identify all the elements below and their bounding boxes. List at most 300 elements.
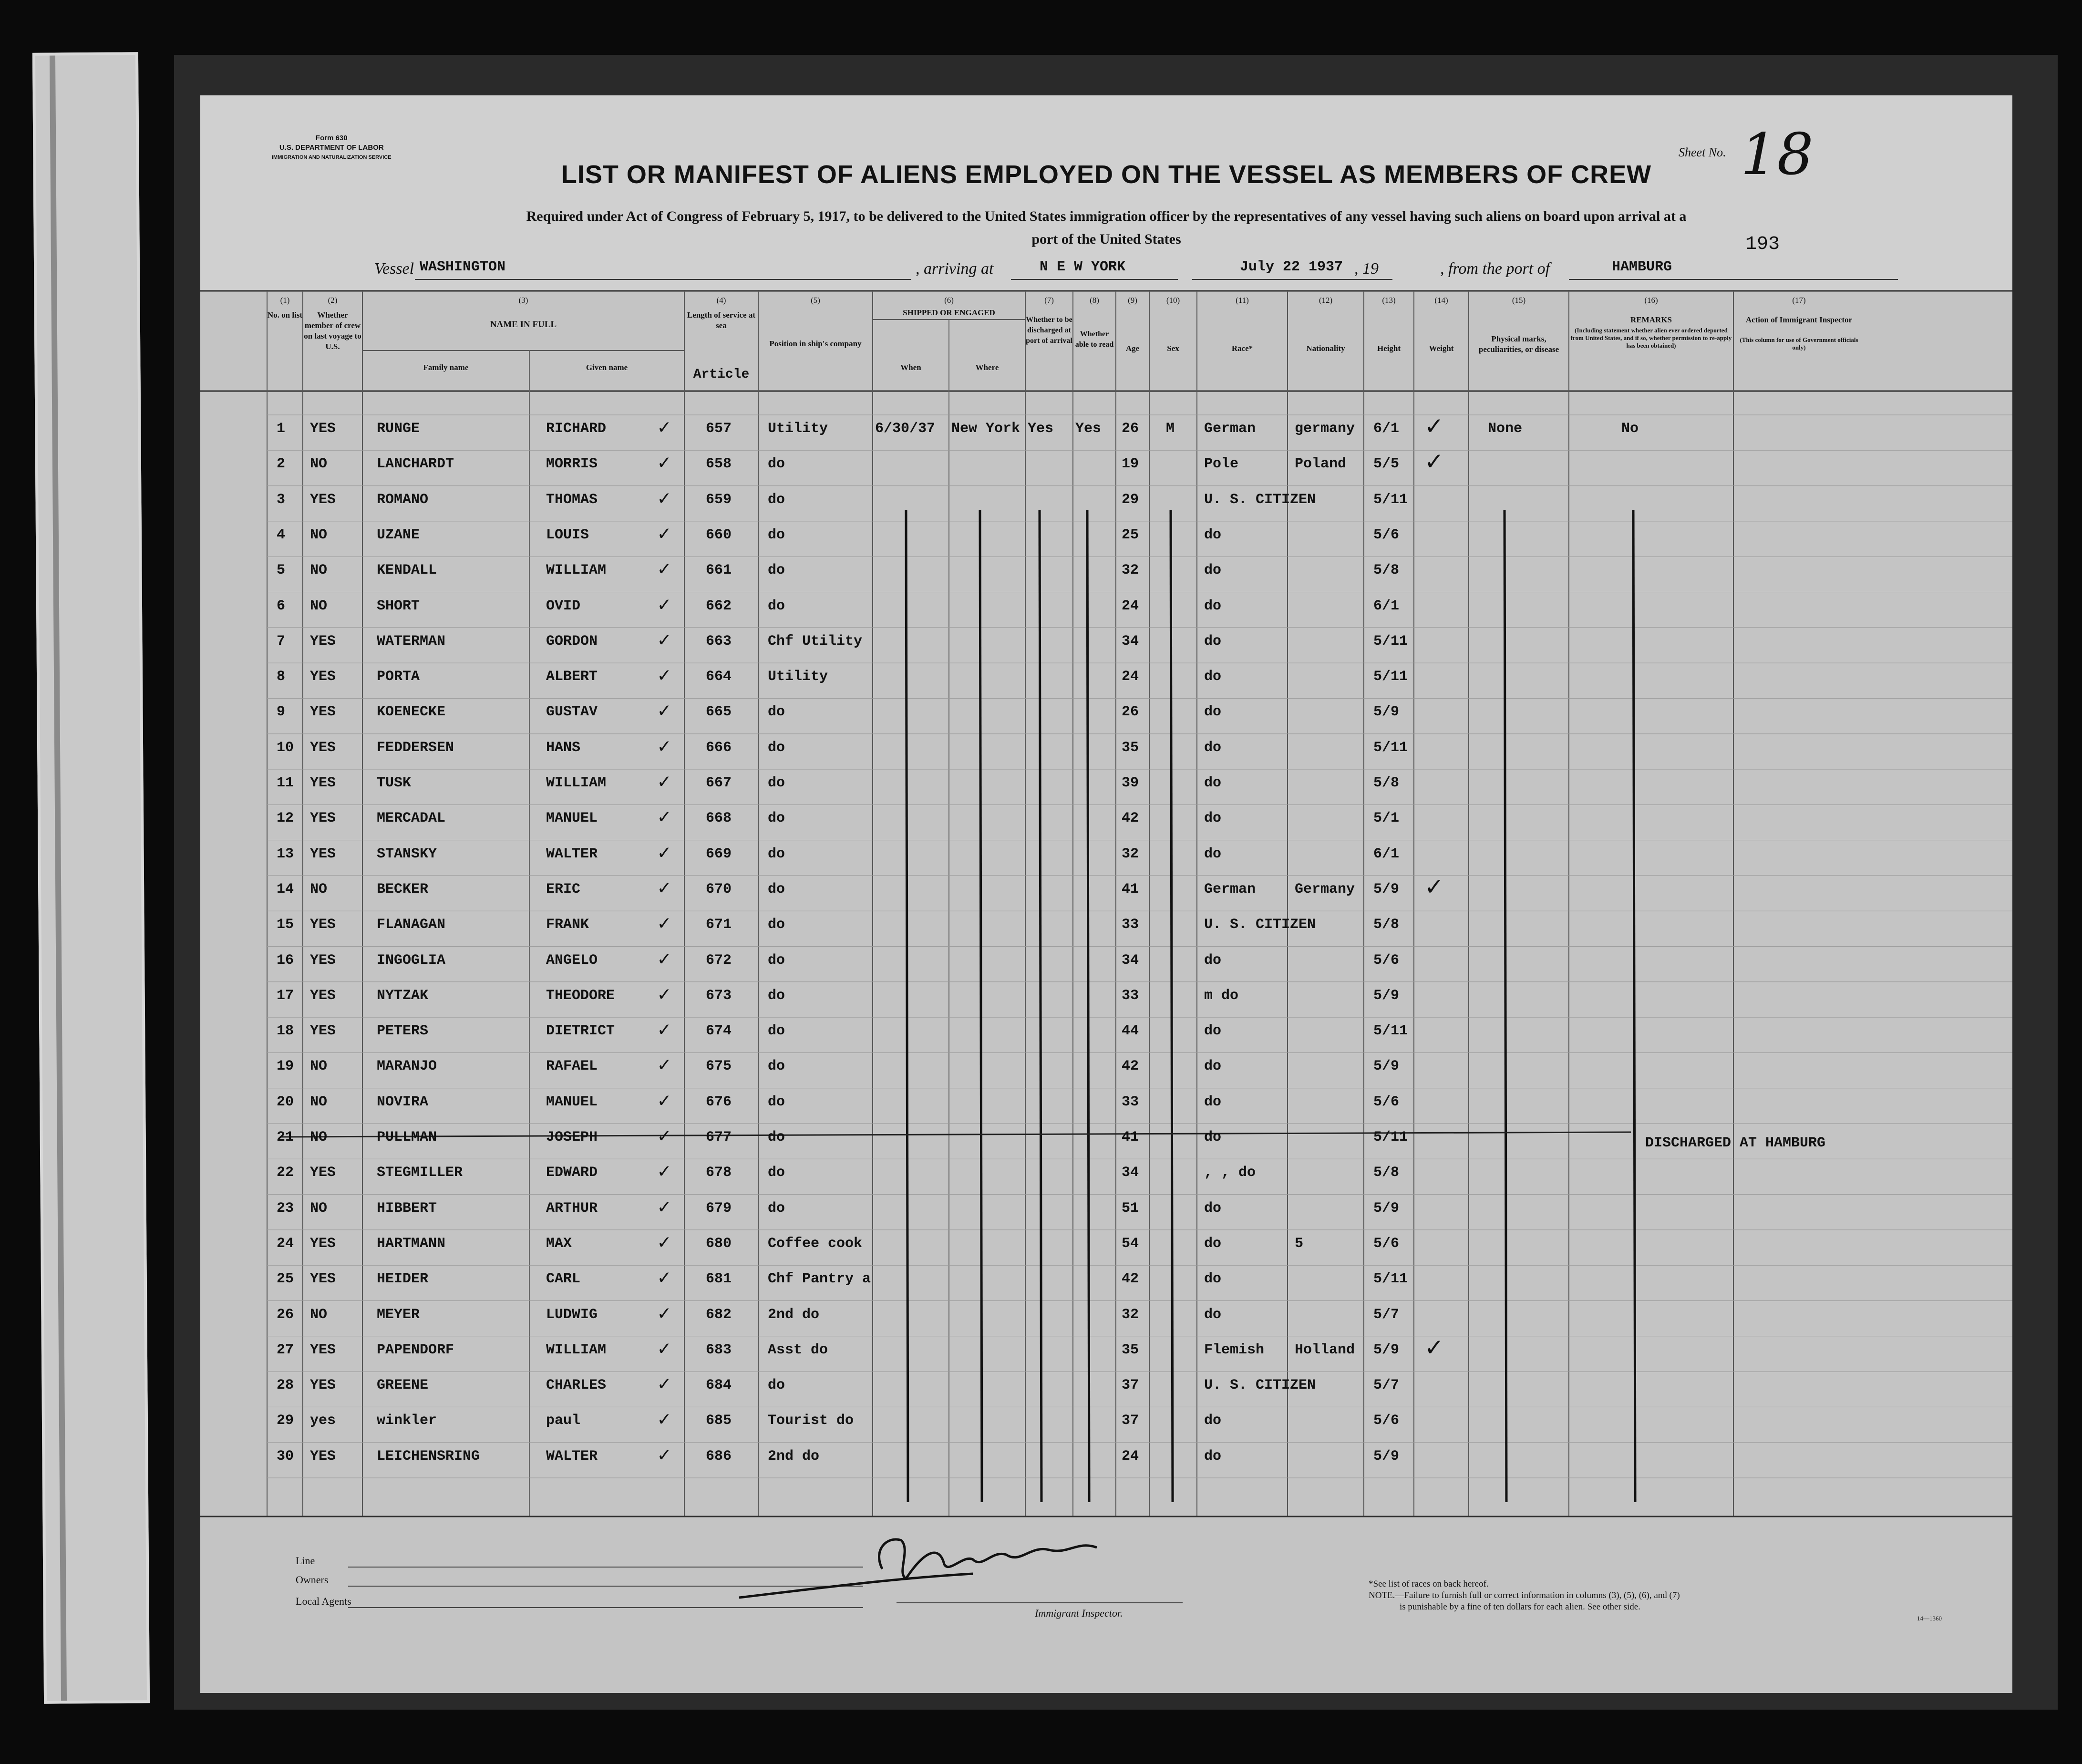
row-height: 5/11: [1373, 633, 1408, 650]
row-height: 5/6: [1373, 526, 1400, 543]
col-header-article: Article: [693, 367, 750, 382]
row-race: do: [1204, 1058, 1222, 1075]
owners-label: Owners: [296, 1574, 329, 1586]
row-article: 678: [706, 1165, 732, 1181]
row-previous-voyage: YES: [310, 987, 336, 1004]
row-position: 2nd do: [768, 1306, 820, 1323]
column-number: (17): [1792, 296, 1806, 305]
row-number: 7: [277, 633, 286, 650]
row-height: 6/1: [1373, 846, 1400, 862]
check-mark-icon: ✓: [658, 983, 670, 1007]
row-given-name: ERIC: [546, 881, 581, 897]
row-family-name: MEYER: [377, 1306, 420, 1323]
row-previous-voyage: NO: [310, 1306, 328, 1323]
row-age: 19: [1122, 456, 1139, 473]
subtitle-line-2: port of the United States: [1031, 231, 1181, 247]
row-previous-voyage: yes: [310, 1413, 336, 1429]
row-number: 8: [277, 669, 286, 685]
col-header-position: Position in ship's company: [769, 339, 862, 348]
row-given-name: DIETRICT: [546, 1023, 615, 1040]
row-position: do: [768, 1058, 785, 1075]
row-age: 41: [1122, 1129, 1139, 1145]
line-label: Line: [296, 1555, 315, 1567]
row-given-name: GUSTAV: [546, 704, 598, 721]
row-age: 51: [1122, 1200, 1139, 1217]
page-title: LIST OR MANIFEST OF ALIENS EMPLOYED ON THE VESSEL AS MEMBERS OF CREW: [561, 160, 1652, 189]
check-mark-icon: ✓: [658, 1161, 670, 1184]
vessel-label: Vessel: [374, 260, 414, 278]
col-header-sex: Sex: [1167, 344, 1179, 353]
row-article: 661: [706, 562, 732, 579]
row-position: do: [768, 526, 785, 543]
row-number: 26: [277, 1306, 294, 1323]
row-position: do: [768, 1093, 785, 1110]
row-number: 11: [277, 775, 294, 791]
row-race: do: [1204, 1235, 1222, 1252]
row-given-name: LUDWIG: [546, 1306, 598, 1323]
row-position: Coffee cook: [768, 1235, 863, 1252]
row-position: do: [768, 881, 785, 897]
col-header-physical: Physical marks, peculiarities, or disease: [1478, 334, 1559, 354]
row-family-name: SHORT: [377, 598, 420, 614]
row-age: 42: [1122, 1271, 1139, 1288]
row-family-name: PULLMAN: [377, 1129, 437, 1145]
row-sex: M: [1166, 421, 1175, 437]
col-header-action-note: (This column for use of Government officials only): [1740, 336, 1858, 351]
row-race: do: [1204, 598, 1222, 614]
row-previous-voyage: NO: [310, 1200, 328, 1217]
check-mark-icon: ✓: [658, 771, 670, 794]
row-position: Chf Utility: [768, 633, 863, 650]
row-race: do: [1204, 1306, 1222, 1323]
row-number: 10: [277, 739, 294, 756]
row-family-name: winkler: [377, 1413, 437, 1429]
check-mark-icon: ✓: [658, 913, 670, 936]
row-previous-voyage: NO: [310, 526, 328, 543]
row-family-name: FLANAGAN: [377, 917, 446, 933]
row-article: 673: [706, 987, 732, 1004]
column-number: (2): [328, 296, 338, 305]
row-article: 668: [706, 810, 732, 827]
stamp-number: 193: [1745, 234, 1780, 255]
row-race: U. S. CITIZEN: [1204, 491, 1316, 508]
ditto-stroke: [1633, 510, 1635, 1502]
row-previous-voyage: YES: [310, 775, 336, 791]
row-age: 24: [1122, 669, 1139, 685]
weight-check-icon: ✓: [1426, 412, 1442, 443]
row-age: 39: [1122, 775, 1139, 791]
row-family-name: BECKER: [377, 881, 429, 897]
row-number: 27: [277, 1341, 294, 1358]
check-mark-icon: ✓: [658, 1302, 670, 1326]
row-height: 6/1: [1373, 421, 1400, 437]
row-previous-voyage: YES: [310, 846, 336, 862]
column-number: (5): [811, 296, 820, 305]
column-number: (9): [1128, 296, 1137, 305]
column-number: (3): [518, 296, 528, 305]
sheet-number: 18: [1741, 122, 1814, 188]
row-race: do: [1204, 1023, 1222, 1040]
row-race: , , do: [1204, 1165, 1256, 1181]
form-number: Form 630: [315, 134, 348, 142]
row-position: do: [768, 598, 785, 614]
row-age: 37: [1122, 1377, 1139, 1394]
row-previous-voyage: NO: [310, 456, 328, 473]
col-header-age: Age: [1125, 344, 1140, 353]
row-number: 23: [277, 1200, 294, 1217]
row-family-name: GREENE: [377, 1377, 429, 1394]
row-article: 675: [706, 1058, 732, 1075]
column-number: (15): [1512, 296, 1526, 305]
row-family-name: LEICHENSRING: [377, 1448, 480, 1465]
row-article: 669: [706, 846, 732, 862]
col-header-discharged: Whether to be discharged at port of arrival: [1026, 316, 1072, 345]
col-header-where: Where: [975, 363, 999, 372]
col-header-no: No. on list: [267, 310, 303, 320]
ditto-stroke: [1087, 510, 1089, 1502]
column-number: (14): [1434, 296, 1448, 305]
vessel-name: WASHINGTON: [420, 259, 506, 275]
row-position: do: [768, 1377, 785, 1394]
row-family-name: KOENECKE: [377, 704, 446, 721]
check-mark-icon: ✓: [658, 487, 670, 511]
row-race: do: [1204, 704, 1222, 721]
column-number: (10): [1166, 296, 1180, 305]
row-height: 5/9: [1373, 1200, 1400, 1217]
column-number: (7): [1044, 296, 1054, 305]
col-header-when: When: [900, 363, 921, 372]
row-family-name: MARANJO: [377, 1058, 437, 1075]
col-header-remarks-note: (Including statement whether alien ever ordered deported from United States, and if so, whether permission to re-apply has been obtained): [1570, 327, 1732, 349]
row-article: 685: [706, 1413, 732, 1429]
row-race: do: [1204, 669, 1222, 685]
col-header-nationality: Nationality: [1306, 344, 1345, 353]
row-nationality: Germany: [1295, 881, 1355, 897]
underlying-pages: [32, 52, 150, 1703]
row-given-name: MAX: [546, 1235, 572, 1252]
row-age: 33: [1122, 987, 1139, 1004]
row-previous-voyage: YES: [310, 421, 336, 437]
row-height: 5/9: [1373, 704, 1400, 721]
row-height: 5/9: [1373, 881, 1400, 897]
row-height: 5/9: [1373, 987, 1400, 1004]
row-position: do: [768, 1165, 785, 1181]
row-article: 677: [706, 1129, 732, 1145]
row-age: 26: [1122, 421, 1139, 437]
check-mark-icon: ✓: [658, 1338, 670, 1361]
row-previous-voyage: YES: [310, 1377, 336, 1394]
row-previous-voyage: NO: [310, 562, 328, 579]
col-header-name: NAME IN FULL: [490, 320, 557, 330]
row-previous-voyage: NO: [310, 1093, 328, 1110]
local-agents-label: Local Agents: [296, 1595, 351, 1607]
row-position: do: [768, 917, 785, 933]
row-nationality: Poland: [1295, 456, 1347, 473]
check-mark-icon: ✓: [658, 417, 670, 440]
row-given-name: WILLIAM: [546, 775, 607, 791]
row-race: do: [1204, 810, 1222, 827]
row-article: 662: [706, 598, 732, 614]
from-port: HAMBURG: [1612, 259, 1672, 275]
row-given-name: WALTER: [546, 1448, 598, 1465]
row-given-name: MANUEL: [546, 1093, 598, 1110]
row-able-to-read: Yes: [1075, 421, 1102, 437]
row-previous-voyage: NO: [310, 598, 328, 614]
row-article: 657: [706, 421, 732, 437]
check-mark-icon: ✓: [658, 806, 670, 830]
column-number: (1): [280, 296, 290, 305]
row-previous-voyage: NO: [310, 881, 328, 897]
row-height: 5/6: [1373, 1235, 1400, 1252]
row-family-name: LANCHARDT: [377, 456, 454, 473]
check-mark-icon: ✓: [658, 1125, 670, 1148]
row-number: 12: [277, 810, 294, 827]
row-race: do: [1204, 1129, 1222, 1145]
row-race: do: [1204, 775, 1222, 791]
row-height: 6/1: [1373, 598, 1400, 614]
row-article: 665: [706, 704, 732, 721]
ditto-stroke: [1171, 510, 1173, 1502]
row-race: German: [1204, 881, 1256, 897]
row-previous-voyage: YES: [310, 739, 336, 756]
row-height: 5/1: [1373, 810, 1400, 827]
row-race: do: [1204, 1448, 1222, 1465]
subtitle-line-1: Required under Act of Congress of February 5, 1917, to be delivered to the United States immigration officer by the representatives of any vessel having such aliens on board upon arrival at a: [526, 208, 1687, 224]
row-age: 32: [1122, 846, 1139, 862]
row-given-name: ANGELO: [546, 952, 598, 969]
row-number: 28: [277, 1377, 294, 1394]
row-family-name: WATERMAN: [377, 633, 446, 650]
row-position: 2nd do: [768, 1448, 820, 1465]
check-mark-icon: ✓: [658, 948, 670, 971]
row-given-name: CHARLES: [546, 1377, 607, 1394]
row-family-name: HARTMANN: [377, 1235, 446, 1252]
department-name: U.S. DEPARTMENT OF LABOR: [279, 144, 384, 152]
column-number: (16): [1644, 296, 1658, 305]
col-header-family-name: Family name: [423, 363, 469, 372]
row-height: 5/11: [1373, 1129, 1408, 1145]
row-number: 14: [277, 881, 294, 897]
row-family-name: ROMANO: [377, 491, 429, 508]
row-number: 3: [277, 491, 286, 508]
row-position: Tourist do: [768, 1413, 854, 1429]
row-age: 37: [1122, 1413, 1139, 1429]
col-header-given-name: Given name: [586, 363, 628, 372]
check-mark-icon: ✓: [658, 1196, 670, 1219]
row-family-name: INGOGLIA: [377, 952, 446, 969]
row-article: 666: [706, 739, 732, 756]
row-given-name: WILLIAM: [546, 1341, 607, 1358]
row-number: 21: [277, 1129, 294, 1145]
row-height: 5/7: [1373, 1377, 1400, 1394]
row-position: Asst do: [768, 1341, 828, 1358]
check-mark-icon: ✓: [658, 1019, 670, 1042]
row-position: do: [768, 846, 785, 862]
row-number: 15: [277, 917, 294, 933]
row-family-name: FEDDERSEN: [377, 739, 454, 756]
ditto-stroke: [1040, 510, 1041, 1502]
row-number: 17: [277, 987, 294, 1004]
row-height: 5/8: [1373, 1165, 1400, 1181]
row-nationality: 5: [1295, 1235, 1304, 1252]
row-number: 30: [277, 1448, 294, 1465]
row-height: 5/5: [1373, 456, 1400, 473]
row-race: U. S. CITIZEN: [1204, 1377, 1316, 1394]
footnote-races: *See list of races on back hereof.: [1369, 1579, 1489, 1589]
check-mark-icon: ✓: [658, 594, 670, 617]
col-header-read: Whether able to read: [1075, 330, 1114, 349]
row-previous-voyage: YES: [310, 1271, 336, 1288]
arriving-port: N E W YORK: [1040, 259, 1126, 275]
row-article: 658: [706, 456, 732, 473]
row-age: 54: [1122, 1235, 1139, 1252]
row-age: 26: [1122, 704, 1139, 721]
row-family-name: UZANE: [377, 526, 420, 543]
row-height: 5/8: [1373, 775, 1400, 791]
row-number: 2: [277, 456, 286, 473]
inspector-signature: [725, 1521, 1154, 1612]
col-header-prev-voyage: Whether member of crew on last voyage to U.S.: [304, 310, 361, 351]
row-previous-voyage: YES: [310, 491, 336, 508]
check-mark-icon: ✓: [658, 1054, 670, 1078]
row-height: 5/11: [1373, 669, 1408, 685]
row-given-name: EDWARD: [546, 1165, 598, 1181]
row-height: 5/8: [1373, 917, 1400, 933]
row-age: 32: [1122, 562, 1139, 579]
row-position: Chf Pantry a: [768, 1271, 871, 1288]
row-previous-voyage: YES: [310, 1235, 336, 1252]
year-label: , 19: [1354, 260, 1379, 278]
row-given-name: CARL: [546, 1271, 581, 1288]
sheet-number-label: Sheet No.: [1679, 145, 1726, 159]
column-number: (13): [1382, 296, 1396, 305]
row-remarks: No: [1621, 421, 1639, 437]
check-mark-icon: ✓: [658, 1231, 670, 1255]
check-mark-icon: ✓: [658, 558, 670, 582]
row-position: do: [768, 775, 785, 791]
row-age: 35: [1122, 1341, 1139, 1358]
row-family-name: PAPENDORF: [377, 1341, 454, 1358]
row-position: do: [768, 562, 785, 579]
row-height: 5/8: [1373, 562, 1400, 579]
column-number: (4): [716, 296, 726, 305]
row-article: 672: [706, 952, 732, 969]
check-mark-icon: ✓: [658, 452, 670, 475]
row-article: 680: [706, 1235, 732, 1252]
row-nationality: Holland: [1295, 1341, 1355, 1358]
arrival-date: July 22 1937: [1240, 259, 1343, 275]
col-header-shipped: SHIPPED OR ENGAGED: [903, 308, 995, 317]
row-family-name: STANSKY: [377, 846, 437, 862]
row-given-name: LOUIS: [546, 526, 589, 543]
row-position: do: [768, 810, 785, 827]
row-height: 5/11: [1373, 1023, 1408, 1040]
row-race: m do: [1204, 987, 1239, 1004]
row-age: 42: [1122, 810, 1139, 827]
check-mark-icon: ✓: [658, 523, 670, 546]
row-position: do: [768, 952, 785, 969]
row-given-name: OVID: [546, 598, 581, 614]
row-position: do: [768, 1129, 785, 1145]
footnote-penalty-1: NOTE.—Failure to furnish full or correct information in columns (3), (5), (6), and (7): [1369, 1590, 1680, 1600]
row-article: 684: [706, 1377, 732, 1394]
row-race: do: [1204, 846, 1222, 862]
row-number: 9: [277, 704, 286, 721]
row-height: 5/7: [1373, 1306, 1400, 1323]
row-race: do: [1204, 1200, 1222, 1217]
check-mark-icon: ✓: [658, 665, 670, 688]
row-family-name: TUSK: [377, 775, 412, 791]
row-race: U. S. CITIZEN: [1204, 917, 1316, 933]
row-age: 25: [1122, 526, 1139, 543]
row-race: Pole: [1204, 456, 1239, 473]
row-shipped-where: New York: [951, 421, 1020, 437]
row-height: 5/9: [1373, 1448, 1400, 1465]
row-age: 24: [1122, 1448, 1139, 1465]
row-position: do: [768, 491, 785, 508]
check-mark-icon: ✓: [658, 842, 670, 865]
row-previous-voyage: YES: [310, 704, 336, 721]
row-family-name: RUNGE: [377, 421, 420, 437]
row-given-name: paul: [546, 1413, 581, 1429]
row-family-name: PORTA: [377, 669, 420, 685]
row-family-name: KENDALL: [377, 562, 437, 579]
weight-check-icon: ✓: [1426, 1333, 1442, 1364]
row-previous-voyage: YES: [310, 1023, 336, 1040]
row-race: Flemish: [1204, 1341, 1265, 1358]
row-number: 25: [277, 1271, 294, 1288]
row-age: 32: [1122, 1306, 1139, 1323]
row-given-name: ALBERT: [546, 669, 598, 685]
column-number: (11): [1236, 296, 1249, 305]
row-position: Utility: [768, 669, 828, 685]
row-discharged: Yes: [1028, 421, 1054, 437]
check-mark-icon: ✓: [658, 1373, 670, 1397]
column-number: (6): [944, 296, 954, 305]
row-race: do: [1204, 562, 1222, 579]
row-family-name: NOVIRA: [377, 1093, 429, 1110]
check-mark-icon: ✓: [658, 629, 670, 652]
check-mark-icon: ✓: [658, 735, 670, 759]
row-given-name: HANS: [546, 739, 581, 756]
row-given-name: GORDON: [546, 633, 598, 650]
row-given-name: ARTHUR: [546, 1200, 598, 1217]
row-age: 29: [1122, 491, 1139, 508]
discharged-note: DISCHARGED AT HAMBURG: [1645, 1135, 1826, 1151]
row-nationality: germany: [1295, 421, 1355, 437]
row-number: 13: [277, 846, 294, 862]
weight-check-icon: ✓: [1426, 447, 1442, 478]
row-given-name: MANUEL: [546, 810, 598, 827]
column-number: (12): [1319, 296, 1333, 305]
service-name: IMMIGRATION AND NATURALIZATION SERVICE: [272, 155, 392, 160]
row-article: 659: [706, 491, 732, 508]
row-family-name: STEGMILLER: [377, 1165, 463, 1181]
col-header-height: Height: [1377, 344, 1401, 353]
row-height: 5/9: [1373, 1058, 1400, 1075]
row-given-name: THEODORE: [546, 987, 615, 1004]
row-given-name: FRANK: [546, 917, 589, 933]
row-article: 674: [706, 1023, 732, 1040]
row-family-name: PETERS: [377, 1023, 429, 1040]
row-given-name: RICHARD: [546, 421, 607, 437]
col-header-service: Length of service at sea: [687, 310, 756, 330]
row-position: do: [768, 456, 785, 473]
row-height: 5/6: [1373, 952, 1400, 969]
row-given-name: JOSEPH: [546, 1129, 598, 1145]
row-previous-voyage: YES: [310, 810, 336, 827]
row-position: do: [768, 739, 785, 756]
